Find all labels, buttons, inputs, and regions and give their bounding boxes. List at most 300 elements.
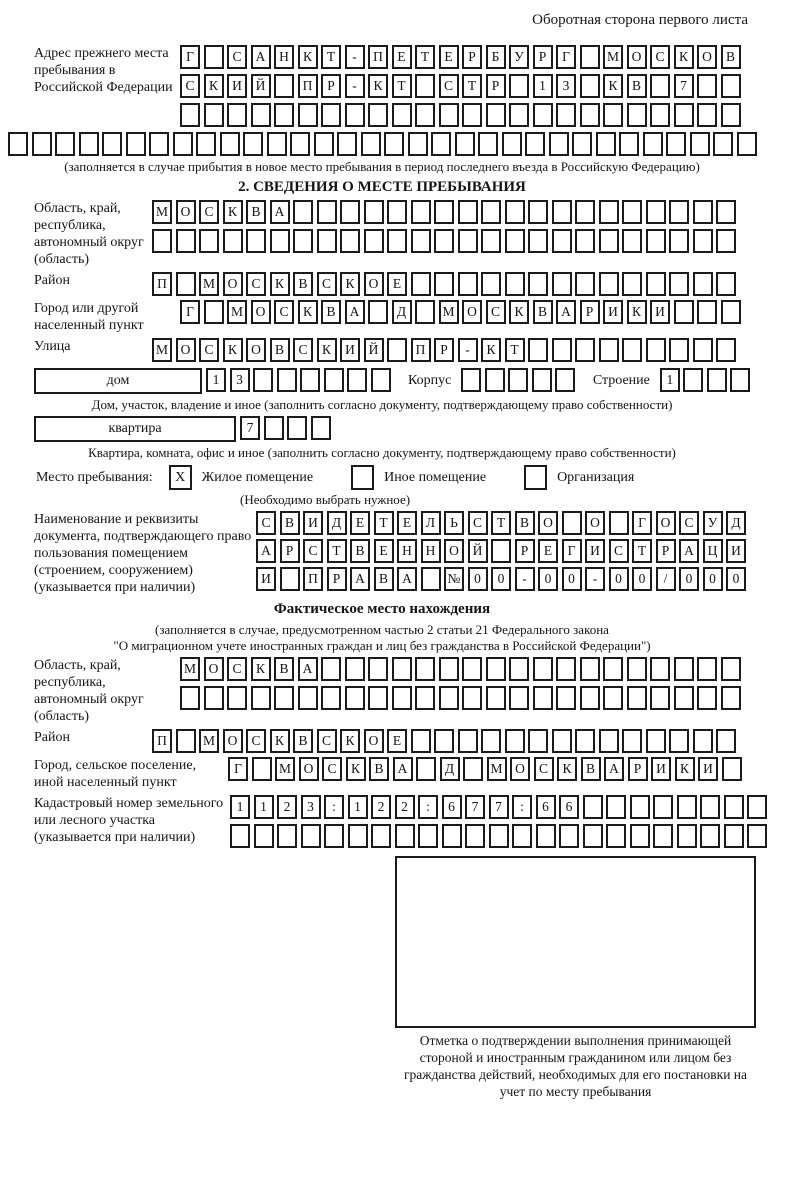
char-box [337, 132, 357, 156]
char-box: М [199, 272, 219, 296]
actual-region-row-1 [180, 657, 744, 681]
char-box [227, 103, 247, 127]
char-box: В [515, 511, 535, 535]
char-box [481, 729, 501, 753]
char-box: В [374, 567, 394, 591]
char-box: О [204, 657, 224, 681]
char-box: О [364, 729, 384, 753]
char-box [411, 229, 431, 253]
cadastral-row-2 [230, 824, 771, 848]
char-box: У [509, 45, 529, 69]
prev-address-caption: (заполняется в случае прибытия в новое место пребывания в период последнего въезда в Российскую Федерацию) [64, 159, 700, 174]
char-box [411, 729, 431, 753]
char-box [724, 824, 744, 848]
char-box [528, 229, 548, 253]
char-box: К [346, 757, 366, 781]
char-box [415, 300, 435, 324]
char-box [677, 795, 697, 819]
char-box [666, 132, 686, 156]
char-box [646, 272, 666, 296]
char-box: 0 [491, 567, 511, 591]
char-box: М [439, 300, 459, 324]
char-box: О [627, 45, 647, 69]
char-box: В [533, 300, 553, 324]
char-box [340, 229, 360, 253]
char-box [653, 824, 673, 848]
char-box [321, 686, 341, 710]
char-box [280, 567, 300, 591]
char-box: С [256, 511, 276, 535]
char-box [669, 200, 689, 224]
char-box: 6 [442, 795, 462, 819]
char-box [509, 686, 529, 710]
char-box: С [293, 338, 313, 362]
char-box: С [199, 200, 219, 224]
char-box [204, 103, 224, 127]
char-box [384, 132, 404, 156]
stay-option-other-label: Иное помещение [384, 469, 487, 485]
char-box: М [487, 757, 507, 781]
char-box [599, 200, 619, 224]
char-box: С [227, 45, 247, 69]
stay-option-residential-label: Жилое помещение [201, 469, 314, 485]
char-box [442, 824, 462, 848]
char-box: О [251, 300, 271, 324]
char-box: Й [251, 74, 271, 98]
char-box [340, 200, 360, 224]
char-box [630, 824, 650, 848]
char-box: П [303, 567, 323, 591]
section2-title: 2. СВЕДЕНИЯ О МЕСТЕ ПРЕБЫВАНИЯ [238, 179, 526, 195]
char-box [721, 686, 741, 710]
char-box: Г [180, 45, 200, 69]
char-box [387, 338, 407, 362]
char-box [683, 368, 703, 392]
char-box [747, 824, 767, 848]
char-box: В [270, 338, 290, 362]
char-box: Й [364, 338, 384, 362]
char-box [252, 757, 272, 781]
char-box: 0 [703, 567, 723, 591]
char-box: 0 [679, 567, 699, 591]
char-box: А [350, 567, 370, 591]
char-box [555, 368, 575, 392]
district-label: Район [34, 273, 70, 288]
char-box: С [180, 74, 200, 98]
char-box [599, 338, 619, 362]
street-field [8, 338, 756, 362]
char-box: К [509, 300, 529, 324]
stay-option-organization-label: Организация [557, 469, 635, 485]
char-box [458, 272, 478, 296]
char-box: И [256, 567, 276, 591]
char-box [697, 74, 717, 98]
char-box [528, 729, 548, 753]
cadastral-label: Кадастровый номер земельного или лесного участка (указывается при наличии) [34, 796, 224, 845]
char-box [509, 657, 529, 681]
char-box [55, 132, 75, 156]
char-box [646, 200, 666, 224]
char-box [713, 132, 733, 156]
char-box: П [152, 729, 172, 753]
char-box: Е [392, 45, 412, 69]
korpus-cells [461, 368, 579, 392]
char-box: № [444, 567, 464, 591]
char-box [481, 200, 501, 224]
char-box: А [556, 300, 576, 324]
char-box [478, 132, 498, 156]
char-box: 3 [301, 795, 321, 819]
char-box [458, 229, 478, 253]
char-box [411, 200, 431, 224]
char-box [368, 103, 388, 127]
char-box [481, 229, 501, 253]
char-box [311, 416, 331, 440]
char-box: С [317, 272, 337, 296]
char-box [622, 338, 642, 362]
char-box: И [585, 539, 605, 563]
char-box [505, 200, 525, 224]
char-box [392, 657, 412, 681]
char-box: О [444, 539, 464, 563]
char-box [669, 229, 689, 253]
stamp-note: Отметка о подтверждении выполнения принимающей стороной и иностранным гражданином или лицом без гражданства действий, необходимых для его постановки на учет по месту пребывания [403, 1033, 748, 1099]
char-box [697, 657, 717, 681]
char-box [509, 103, 529, 127]
char-box: Е [439, 45, 459, 69]
char-box [434, 229, 454, 253]
char-box [606, 824, 626, 848]
char-box [575, 338, 595, 362]
char-box [317, 200, 337, 224]
char-box [204, 300, 224, 324]
char-box: И [651, 757, 671, 781]
char-box: Л [421, 511, 441, 535]
city-label: Город или другой населенный пункт [34, 301, 144, 333]
char-box: : [418, 795, 438, 819]
char-box: П [298, 74, 318, 98]
char-box [415, 686, 435, 710]
char-box: Р [434, 338, 454, 362]
char-box [287, 416, 307, 440]
char-box [371, 368, 391, 392]
document-row-2 [256, 539, 750, 563]
char-box: 0 [609, 567, 629, 591]
actual-location-note-line1: (заполняется в случае, предусмотренном частью 2 статьи 21 Федерального закона [155, 622, 609, 637]
char-box: 1 [660, 368, 680, 392]
char-box [486, 686, 506, 710]
char-box: А [251, 45, 271, 69]
prev-address-row-1 [180, 45, 744, 69]
char-box: М [152, 338, 172, 362]
char-box: 1 [206, 368, 226, 392]
char-box: Е [387, 729, 407, 753]
char-box: И [726, 539, 746, 563]
char-box [415, 74, 435, 98]
char-box [251, 686, 271, 710]
stay-option-organization-checkbox [524, 465, 547, 490]
char-box [176, 729, 196, 753]
char-box: С [303, 539, 323, 563]
char-box: 1 [230, 795, 250, 819]
char-box: О [223, 272, 243, 296]
char-box: А [393, 757, 413, 781]
char-box: А [298, 657, 318, 681]
char-box [646, 338, 666, 362]
char-box [463, 757, 483, 781]
char-box [721, 103, 741, 127]
char-box [368, 686, 388, 710]
char-box: К [340, 272, 360, 296]
char-box [223, 229, 243, 253]
char-box: С [679, 511, 699, 535]
char-box [690, 132, 710, 156]
char-box [317, 229, 337, 253]
document-row-1 [256, 511, 750, 535]
region-field [8, 200, 756, 268]
char-box: Р [321, 74, 341, 98]
char-box: О [176, 338, 196, 362]
char-box [716, 338, 736, 362]
char-box: Р [486, 74, 506, 98]
char-box: О [223, 729, 243, 753]
char-box: К [340, 729, 360, 753]
actual-region-label: Область, край, республика, автономный округ (область) [34, 658, 144, 724]
char-box [176, 229, 196, 253]
char-box [627, 686, 647, 710]
char-box: О [510, 757, 530, 781]
char-box: Р [327, 567, 347, 591]
cadastral-field [8, 795, 756, 848]
char-box [274, 103, 294, 127]
city-field [8, 300, 756, 334]
char-box [622, 729, 642, 753]
char-box [439, 103, 459, 127]
region-row-1 [152, 200, 740, 224]
char-box: Р [462, 45, 482, 69]
char-box: С [650, 45, 670, 69]
char-box [431, 132, 451, 156]
char-box [677, 824, 697, 848]
char-box [693, 272, 713, 296]
char-box [368, 300, 388, 324]
char-box: И [303, 511, 323, 535]
char-box: С [534, 757, 554, 781]
char-box: В [581, 757, 601, 781]
char-box: И [227, 74, 247, 98]
stroenie-cells [660, 368, 754, 392]
char-box: Д [440, 757, 460, 781]
char-box [697, 103, 717, 127]
street-label: Улица [34, 339, 71, 354]
char-box [674, 300, 694, 324]
char-box: Н [397, 539, 417, 563]
char-box [599, 272, 619, 296]
char-box: 3 [556, 74, 576, 98]
char-box: 0 [468, 567, 488, 591]
char-box [267, 132, 287, 156]
char-box [361, 132, 381, 156]
char-box: О [364, 272, 384, 296]
char-box [502, 132, 522, 156]
char-box: К [675, 757, 695, 781]
char-box: 3 [230, 368, 250, 392]
actual-district-field [8, 729, 756, 753]
char-box: О [176, 200, 196, 224]
char-box [559, 824, 579, 848]
char-box [627, 657, 647, 681]
char-box [669, 729, 689, 753]
char-box: В [369, 757, 389, 781]
char-box: О [697, 45, 717, 69]
char-box [603, 103, 623, 127]
char-box [707, 368, 727, 392]
char-box [627, 103, 647, 127]
char-box [533, 686, 553, 710]
char-box [580, 74, 600, 98]
char-box [324, 824, 344, 848]
char-box: С [468, 511, 488, 535]
char-box: : [512, 795, 532, 819]
char-box [669, 338, 689, 362]
char-box: С [439, 74, 459, 98]
char-box: 7 [674, 74, 694, 98]
char-box [395, 824, 415, 848]
char-box: Р [580, 300, 600, 324]
korpus-label: Корпус [408, 373, 452, 388]
char-box [552, 338, 572, 362]
char-box: С [274, 300, 294, 324]
char-box [79, 132, 99, 156]
stay-option-residential-checkbox: X [169, 465, 192, 490]
char-box: Г [632, 511, 652, 535]
char-box: А [397, 567, 417, 591]
char-box [321, 657, 341, 681]
char-box [650, 103, 670, 127]
apartment-cells [240, 416, 334, 440]
char-box [204, 45, 224, 69]
char-box [434, 200, 454, 224]
char-box [486, 657, 506, 681]
char-box: В [293, 272, 313, 296]
char-box [176, 272, 196, 296]
char-box: В [293, 729, 313, 753]
char-box: Н [274, 45, 294, 69]
char-box: Д [327, 511, 347, 535]
char-box [737, 132, 757, 156]
char-box [575, 729, 595, 753]
char-box [697, 300, 717, 324]
char-box [199, 229, 219, 253]
char-box [528, 200, 548, 224]
char-box [693, 200, 713, 224]
region-row-2 [152, 229, 740, 253]
char-box: О [299, 757, 319, 781]
char-box: М [275, 757, 295, 781]
confirmation-stamp-area [395, 856, 756, 1100]
char-box [646, 229, 666, 253]
char-box [693, 729, 713, 753]
actual-region-row-2 [180, 686, 744, 710]
char-box [293, 229, 313, 253]
char-box: К [298, 45, 318, 69]
char-box: И [650, 300, 670, 324]
char-box [253, 368, 273, 392]
char-box [583, 824, 603, 848]
char-box: Д [726, 511, 746, 535]
char-box [489, 824, 509, 848]
char-box [408, 132, 428, 156]
char-box [392, 103, 412, 127]
char-box: С [486, 300, 506, 324]
char-box: Е [397, 511, 417, 535]
char-box [509, 74, 529, 98]
char-box [345, 103, 365, 127]
char-box [650, 686, 670, 710]
char-box [622, 272, 642, 296]
char-box [724, 795, 744, 819]
house-caption: Дом, участок, владение и иное (заполнить согласно документу, подтверждающему право собственности) [91, 397, 673, 412]
char-box: - [585, 567, 605, 591]
char-box: У [703, 511, 723, 535]
char-box [552, 200, 572, 224]
char-box: Т [491, 511, 511, 535]
char-box [674, 103, 694, 127]
prev-address-overflow-row [8, 132, 756, 156]
char-box: Т [321, 45, 341, 69]
char-box [387, 229, 407, 253]
district-field [8, 272, 756, 296]
char-box [525, 132, 545, 156]
char-box: С [317, 729, 337, 753]
char-box: М [603, 45, 623, 69]
char-box: В [246, 200, 266, 224]
char-box [650, 657, 670, 681]
char-box: О [656, 511, 676, 535]
char-box [458, 200, 478, 224]
char-box [246, 229, 266, 253]
stay-option-other-checkbox [351, 465, 374, 490]
char-box [439, 657, 459, 681]
char-box: Г [180, 300, 200, 324]
char-box: Т [505, 338, 525, 362]
char-box: 0 [562, 567, 582, 591]
char-box: В [321, 300, 341, 324]
char-box [301, 824, 321, 848]
char-box [575, 229, 595, 253]
char-box: П [411, 338, 431, 362]
char-box: К [481, 338, 501, 362]
char-box: А [604, 757, 624, 781]
char-box: Е [350, 511, 370, 535]
char-box: К [674, 45, 694, 69]
char-box [455, 132, 475, 156]
char-box: К [557, 757, 577, 781]
char-box [462, 657, 482, 681]
char-box [345, 657, 365, 681]
stay-type-label: Место пребывания: [36, 469, 153, 485]
char-box [416, 757, 436, 781]
char-box [461, 368, 481, 392]
char-box [505, 272, 525, 296]
char-box: 6 [536, 795, 556, 819]
char-box [528, 272, 548, 296]
char-box: Д [392, 300, 412, 324]
char-box [418, 824, 438, 848]
char-box: К [223, 338, 243, 362]
char-box: В [627, 74, 647, 98]
char-box: Е [387, 272, 407, 296]
